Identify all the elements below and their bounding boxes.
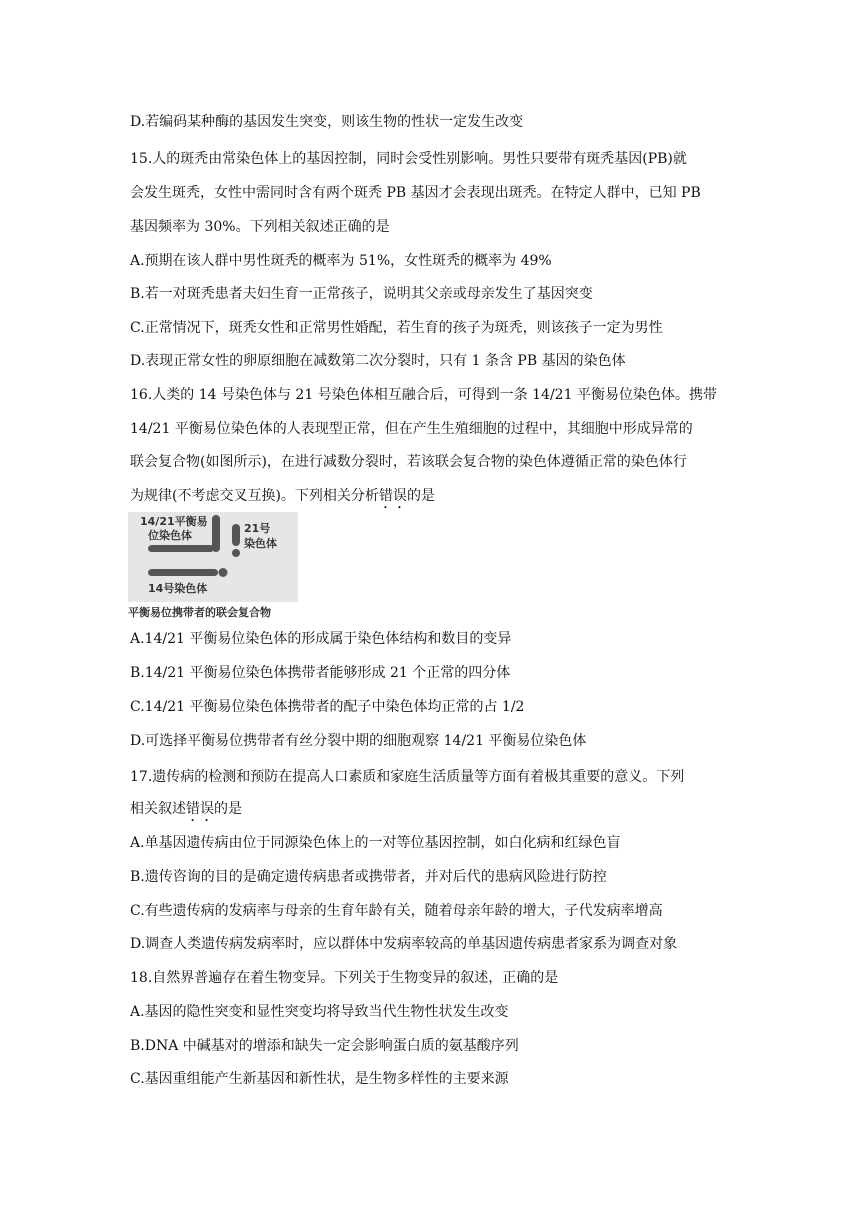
q15-stem-line-3: 基因频率为 30%。下列相关叙述正确的是	[130, 219, 390, 235]
q17-option-d: D.调查人类遗传病发病率时，应以群体中发病率较高的单基因遗传病患者家系为调查对象	[130, 936, 678, 952]
q17-emphasis-word: 错误	[186, 801, 214, 817]
q17-stem-line-2	[130, 799, 730, 825]
label-chr14: 14号染色体	[148, 582, 208, 595]
q18-option-b: B.DNA 中碱基对的增添和缺失一定会影响蛋白质的氨基酸序列	[130, 1038, 519, 1054]
q15-option-a: A.预期在该人群中男性斑秃的概率为 51%，女性斑秃的概率为 49%	[130, 253, 552, 269]
q17-stem-line-1: 17.遗传病的检测和预防在提高人口素质和家庭生活质量等方面有着极其重要的意义。下列	[130, 769, 685, 785]
q14-option-d: D.若编码某种酶的基因发生突变，则该生物的性状一定发生改变	[130, 114, 524, 130]
label-chr21-line-1: 21号	[244, 522, 271, 535]
label-chr21-line-2: 染色体	[244, 537, 277, 550]
q16-option-d: D.可选择平衡易位携带者有丝分裂中期的细胞观察 14/21 平衡易位染色体	[130, 733, 587, 749]
chromosome-21-long-arm	[232, 524, 240, 546]
label-translocation-line-2: 位染色体	[148, 529, 192, 542]
synapsis-complex-figure	[128, 512, 308, 624]
q15-stem-line-2: 会发生斑秃，女性中需同时含有两个斑秃 PB 基因才会表现出斑秃。在特定人群中，已知 PB	[130, 185, 701, 201]
q17-option-a: A.单基因遗传病由位于同源染色体上的一对等位基因控制，如白化病和红绿色盲	[130, 835, 621, 851]
q16-stem-line-4	[130, 486, 730, 512]
q16-stem-line-3: 联会复合物(如图所示)，在进行减数分裂时，若该联会复合物的染色体遵循正常的染色体行	[130, 454, 687, 470]
q15-option-c: C.正常情况下，斑秃女性和正常男性婚配，若生育的孩子为斑秃，则该孩子一定为男性	[130, 320, 663, 336]
q18-option-c: C.基因重组能产生新基因和新性状，是生物多样性的主要来源	[130, 1071, 509, 1087]
label-translocation-line-1: 14/21平衡易	[140, 515, 208, 528]
q16-option-a: A.14/21 平衡易位染色体的形成属于染色体结构和数目的变异	[130, 631, 512, 647]
translocation-chromosome-arm	[148, 545, 214, 552]
q15-option-d: D.表现正常女性的卵原细胞在减数第二次分裂时，只有 1 条含 PB 基因的染色体	[130, 353, 626, 369]
q16-option-b: B.14/21 平衡易位染色体携带者能够形成 21 个正常的四分体	[130, 665, 511, 681]
q16-option-c: C.14/21 平衡易位染色体携带者的配子中染色体均正常的占 1/2	[130, 699, 525, 715]
chromosome-21-short-arm	[232, 549, 240, 557]
q18-option-a: A.基因的隐性突变和显性突变均将导致当代生物性状发生改变	[130, 1004, 509, 1020]
q15-option-b: B.若一对斑秃患者夫妇生育一正常孩子，说明其父亲或母亲发生了基因突变	[130, 286, 593, 302]
figure-caption: 平衡易位携带者的联会复合物	[128, 606, 271, 619]
q17-option-c: C.有些遗传病的发病率与母亲的生育年龄有关，随着母亲年龄的增大，子代发病率增高	[130, 903, 663, 919]
q16-emphasis-word: 错误	[378, 488, 407, 504]
synapsis-diagram	[128, 512, 308, 624]
q17-stem-text: 相关叙述	[130, 801, 186, 817]
q18-stem-line-1: 18.自然界普遍存在着生物变异。下列关于生物变异的叙述，正确的是	[130, 970, 559, 986]
chromosome-14-long-arm	[148, 569, 218, 576]
q16-stem-line-1: 16.人类的 14 号染色体与 21 号染色体相互融合后，可得到一条 14/21 平衡易位染色体。携带	[130, 387, 717, 403]
translocation-chromosome-long-arm	[212, 515, 220, 552]
q17-stem-end: 的是	[214, 801, 242, 817]
q15-stem-line-1: 15.人的斑秃由常染色体上的基因控制，同时会受性别影响。男性只要带有斑秃基因(PB)就	[130, 151, 687, 167]
q16-stem-end: 的是	[406, 488, 435, 504]
q16-stem-text: 为规律(不考虑交叉互换)。下列相关分析	[130, 488, 379, 504]
q17-option-b: B.遗传咨询的目的是确定遗传病患者或携带者，并对后代的患病风险进行防控	[130, 869, 607, 885]
q16-stem-line-2: 14/21 平衡易位染色体的人表现型正常，但在产生生殖细胞的过程中，其细胞中形成异常的	[130, 421, 693, 437]
chromosome-14-short-arm	[219, 568, 228, 577]
